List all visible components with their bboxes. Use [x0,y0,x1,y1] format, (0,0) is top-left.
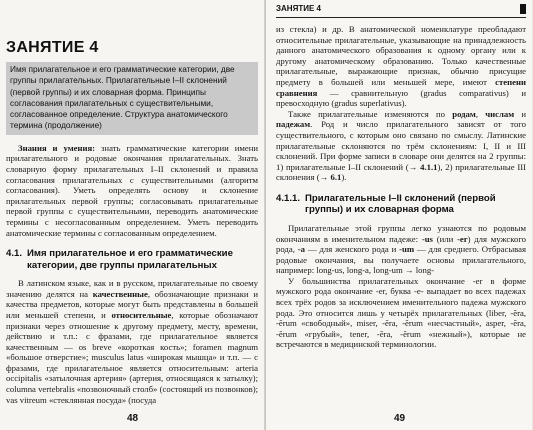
page-number: 48 [127,413,139,424]
lesson-title: ЗАНЯТИЕ 4 [6,39,99,56]
text-run: , [475,108,478,119]
text-run: — для женского рода и [307,244,397,255]
body-paragraph [276,24,526,109]
right-page [266,0,532,430]
section-heading [6,248,258,271]
text-run: , обозначающие признаки и качества предметов, которые могут быть представлены в большей или меньшей степени, и [6,288,258,320]
term-relative: относительные [111,309,172,320]
text-run: ). [341,172,347,183]
text-run: — для среднего. Отбрасывая родовые окончания, вы получаете основы прилагательного, например: long-us, long-a, long-um → long- [276,244,526,276]
text-run: , которые обозначают признаки через отношение к другому предмету, месту, времени, действию и т.п.: с фразами, где прилагательное является качественным — os breve «короткая кость»; foramen magnum «большое отверстие»; musculus latus «широкая мышца» и т.п. — с фразами, где прилагательное является относительным: arteria occipitalis «затылочная артерия» (артерия, относящаяся к затылку); columna vertebralis «позвоночный столб» (состоящий из позвонков); vas vitreum «стеклянная посуда» (посуда [6,309,258,405]
page-number: 49 [394,413,406,424]
thumb-index-mark [520,4,526,14]
subsection-heading [276,193,526,216]
text-run: В латинском языке, как и в русском, прилагательные по своему значению делятся на [6,278,258,299]
ending-a: -a [297,244,306,255]
ending-us: -us [421,233,433,244]
skills-text: знать грамматические категории имени прилагательного и родовые окончания прилагательных. Знать словарную форму прилагательных I–II склонений и правила согласования прилагательных с существительными (алгоритм согласования). Уметь определять основу и склонение прилагательных первой группы; согласовывать прилагательные первой группы с существительными, переводить анатомические термины с несогласованным определением. Уметь переводить анатомические термины с согласованным определением. [6,142,259,238]
text-run: Прилагательные этой группы легко узнаются по родовым окончаниям в именительном падеже: [276,222,526,244]
body-paragraph [276,109,526,183]
subsection-number: 4.1.1. [276,192,301,204]
skills-paragraph [6,143,258,238]
text-run: — сравнительную (gradus comparativus) и превосходную (gradus superlativus). [276,87,526,109]
left-page [0,0,266,430]
body-paragraph: У большинства прилагательных окончание -er в форме мужского рода окончание -er, буква -e- выпадает во всех падежах всех трёх родов за исключением именительного падежа мужского рода. Это относится лишь у четырёх прилагательных (liber, -ĕra, -ĕrum «свободный», miser, -ĕra, -ĕrum «несчастный», asper, -ĕra, -ĕrum «грубый», tener, -ĕra, -ĕrum «нежный»), которые не встречаются в медицинской терминологии. [276,275,526,350]
skills-heading: Знания и умения: [18,142,96,153]
ending-um: -um [399,244,415,255]
cross-reference: 4.1.1 [420,161,438,172]
text-run: ) для мужского рода, [276,233,527,255]
body-paragraph [6,278,258,405]
term-number: числам [485,108,515,119]
text-run: из стекла) и др. В анатомической номенклатуре преобладают относительные прилагательные, указывающие на принадлежность данного анатомического образования к одному органу или к другому анатомическому образованию. Только качественные прилагательные, выражающие признак, обычно присущие предмету в большей или меньшей мере, имеют [276,24,526,87]
text-run: Также прилагательные изменяются по [288,108,445,119]
text-run: . Род и число прилагательного зависят от того существительного, с которым оно связано по смыслу. Латинские прилагательные склоняются по трём склонениям: I, II и III склонений. При форме записи в словаре они делятся на 2 группы: 1) прилагательные I–II склонений (→ [276,119,526,172]
running-head-text: ЗАНЯТИЕ 4 [276,4,321,13]
term-comparison: степени сравнения [276,76,526,98]
cross-reference: 6.1 [330,172,342,183]
term-qualitative: качественные [92,288,148,299]
term-gender: родам [452,108,476,119]
text-run: и [521,108,527,119]
body-paragraph [276,223,526,276]
section-title: Имя прилагательное и его грамматические категории, две группы прилагательных [27,248,233,271]
text-run: (или [436,233,454,244]
section-number: 4.1. [6,248,23,260]
running-head [276,4,526,18]
text-run: ), 2) прилагательные III склонения (→ [276,161,526,183]
ending-er: -er [456,233,468,244]
term-case: падежам [276,119,311,130]
lesson-topic-box: Имя прилагательное и его грамматические категории, две группы прилагательных. Прилагательные I–II склонений (первой группы) и их словарная форма. Принципы согласования прилагательных с существительными, согласованное определение. Структура анатомического термина (продолжение) [6,62,258,135]
subsection-title: Прилагательные I–II склонений (первой группы) и их словарная форма [305,192,496,216]
